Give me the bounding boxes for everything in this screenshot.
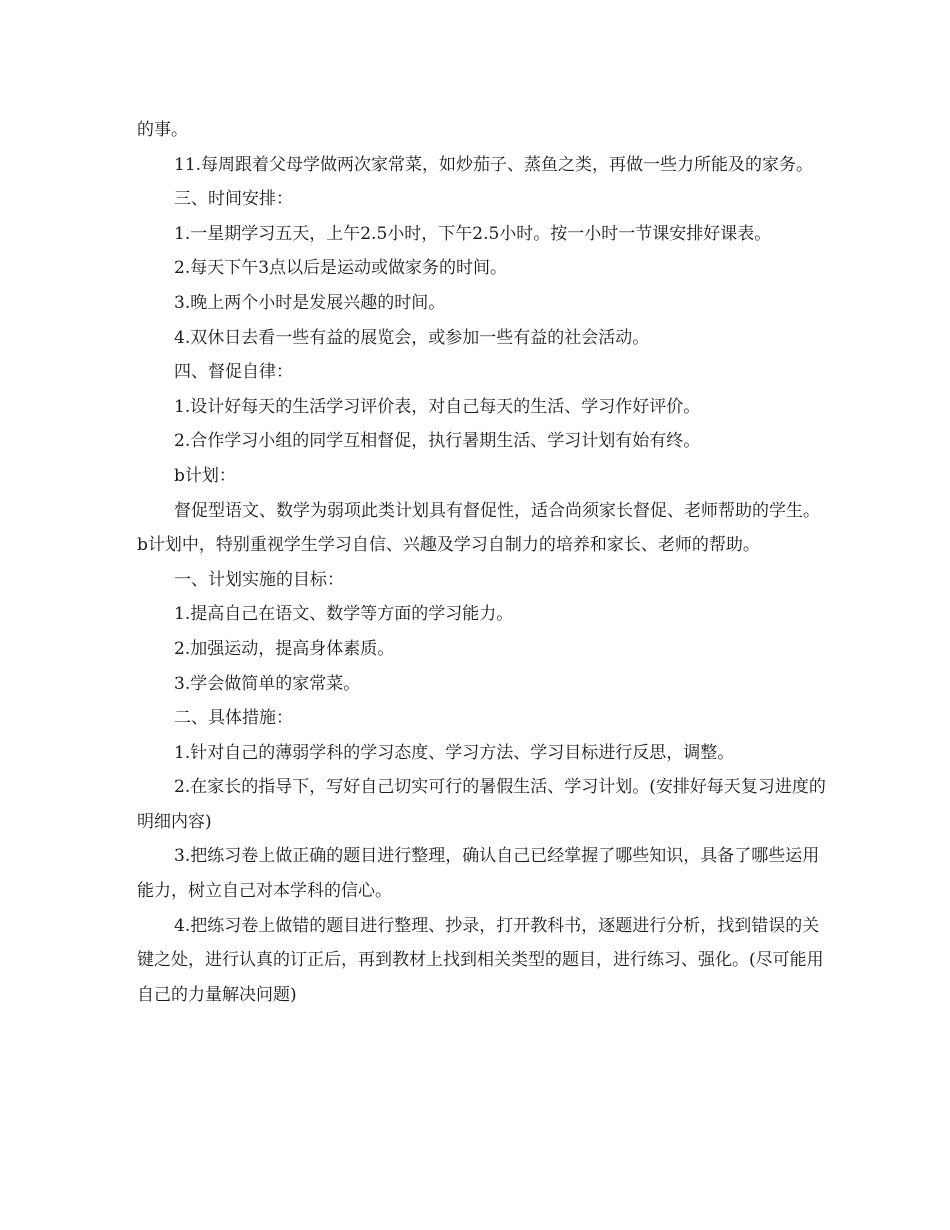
paragraph: 2.合作学习小组的同学互相督促，执行暑期生活、学习计划有始有终。 [174,431,701,452]
paragraph: 2.每天下午3点以后是运动或做家务的时间。 [174,258,508,279]
section-heading: 四、督促自律： [174,362,293,383]
paragraph: 3.把练习卷上做正确的题目进行整理，确认自己已经掌握了哪些知识，具备了哪些运用能力，树立自己对本学科的信心。 [137,846,820,902]
paragraph: 11.每周跟着父母学做两次家常菜，如炒茄子、蒸鱼之类，再做一些力所能及的家务。 [174,154,814,175]
paragraph: 1.一星期学习五天，上午2.5小时，下午2.5小时。按一小时一节课安排好课表。 [174,223,772,244]
paragraph: 3.学会做简单的家常菜。 [174,673,361,694]
paragraph: 3.晚上两个小时是发展兴趣的时间。 [174,292,446,313]
section-heading: 二、具体措施： [174,708,293,729]
paragraph: 1.针对自己的薄弱学科的学习态度、学习方法、学习目标进行反思，调整。 [174,742,735,763]
paragraph: 督促型语文、数学为弱项此类计划具有督促性，适合尚须家长督促、老师帮助的学生。b计划中，特别重视学生学习自信、兴趣及学习自制力的培养和家长、老师的帮助。 [137,500,820,556]
paragraph: 2.在家长的指导下，写好自己切实可行的暑假生活、学习计划。(安排好每天复习进度的明细内容) [137,777,826,832]
paragraph: 的事。 [137,120,188,140]
section-heading: 一、计划实施的目标： [174,569,344,590]
paragraph: 4.双休日去看一些有益的展览会，或参加一些有益的社会活动。 [174,327,650,348]
paragraph: 2.加强运动，提高身体素质。 [174,638,395,659]
paragraph: 4.把练习卷上做错的题目进行整理、抄录，打开教科书，逐题进行分析，找到错误的关键之处，进行认真的订正后，再到教材上找到相关类型的题目，进行练习、强化。(尽可能用自己的力量解决问题) [137,915,824,1005]
document-body [137,113,827,1012]
paragraph: 1.提高自己在语文、数学等方面的学习能力。 [174,604,514,625]
section-heading: b计划： [174,465,236,486]
paragraph: 1.设计好每天的生活学习评价表，对自己每天的生活、学习作好评价。 [174,396,701,417]
section-heading: 三、时间安排： [174,189,293,210]
